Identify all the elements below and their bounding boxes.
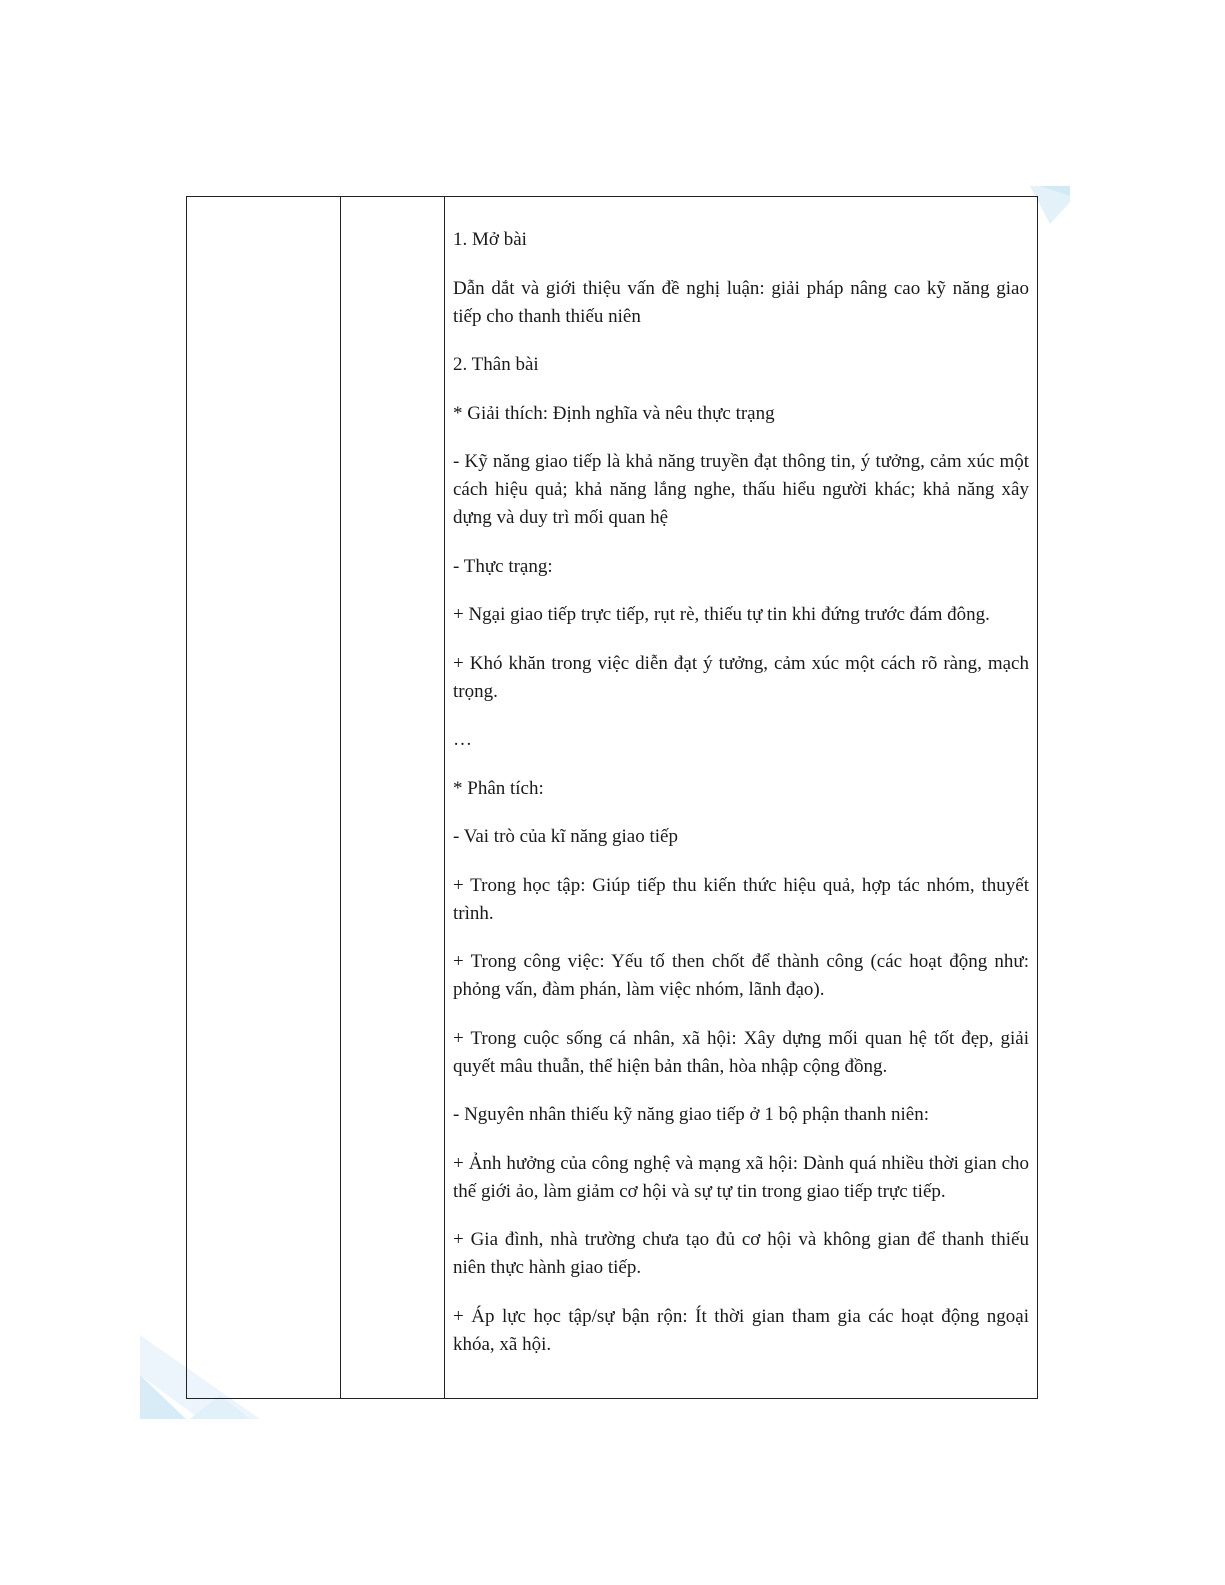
section-heading-intro: 1. Mở bài: [453, 229, 527, 250]
bullet-role-work: + Trong công việc: Yếu tố then chốt để thành công (các hoạt động như: phỏng vấn, đàm phán, làm việc nhóm, lãnh đạo).: [453, 951, 1029, 1000]
subheading-analysis: * Phân tích:: [453, 777, 544, 799]
table-column-empty-middle: [341, 197, 445, 1398]
table-column-empty-left: [187, 197, 341, 1398]
bullet-role-life: + Trong cuộc sống cá nhân, xã hội: Xây dựng mối quan hệ tốt đẹp, giải quyết mâu thuẫn, thể hiện bản thân, hòa nhập cộng đồng.: [453, 1027, 1029, 1077]
ellipsis: …: [453, 729, 472, 750]
table-column-content: [445, 197, 1037, 1398]
paragraph-definition: - Kỹ năng giao tiếp là khả năng truyền đạt thông tin, ý tưởng, cảm xúc một cách hiệu quả; khả năng lắng nghe, thấu hiểu người khác; khả năng xây dựng và duy trì mối quan hệ: [453, 451, 1029, 528]
bullet-cause-pressure: + Áp lực học tập/sự bận rộn: Ít thời gian tham gia các hoạt động ngoại khóa, xã hội.: [453, 1305, 1029, 1355]
label-role: - Vai trò của kĩ năng giao tiếp: [453, 826, 678, 847]
bullet-cause-technology: + Ảnh hưởng của công nghệ và mạng xã hội: Dành quá nhiều thời gian cho thế giới ảo, làm giảm cơ hội và sự tự tin trong giao tiếp trực tiếp.: [453, 1152, 1029, 1202]
subheading-explanation: * Giải thích: Định nghĩa và nêu thực trạng: [453, 402, 775, 424]
label-causes: - Nguyên nhân thiếu kỹ năng giao tiếp ở 1 bộ phận thanh niên:: [453, 1104, 929, 1125]
bullet-situation-2: + Khó khăn trong việc diễn đạt ý tưởng, cảm xúc một cách rõ ràng, mạch trọng.: [453, 652, 1029, 702]
bullet-role-study: + Trong học tập: Giúp tiếp thu kiến thức hiệu quả, hợp tác nhóm, thuyết trình.: [453, 874, 1029, 924]
bullet-situation-1: + Ngại giao tiếp trực tiếp, rụt rè, thiếu tự tin khi đứng trước đám đông.: [453, 604, 990, 625]
bullet-cause-family-school: + Gia đình, nhà trường chưa tạo đủ cơ hội và không gian để thanh thiếu niên thực hành giao tiếp.: [453, 1229, 1029, 1278]
label-current-situation: - Thực trạng:: [453, 555, 553, 577]
section-heading-body: 2. Thân bài: [453, 354, 539, 375]
paragraph-intro-text: Dẫn dắt và giới thiệu vấn đề nghị luận: giải pháp nâng cao kỹ năng giao tiếp cho thanh thiếu niên: [453, 277, 1029, 327]
document-table: [186, 196, 1038, 1399]
